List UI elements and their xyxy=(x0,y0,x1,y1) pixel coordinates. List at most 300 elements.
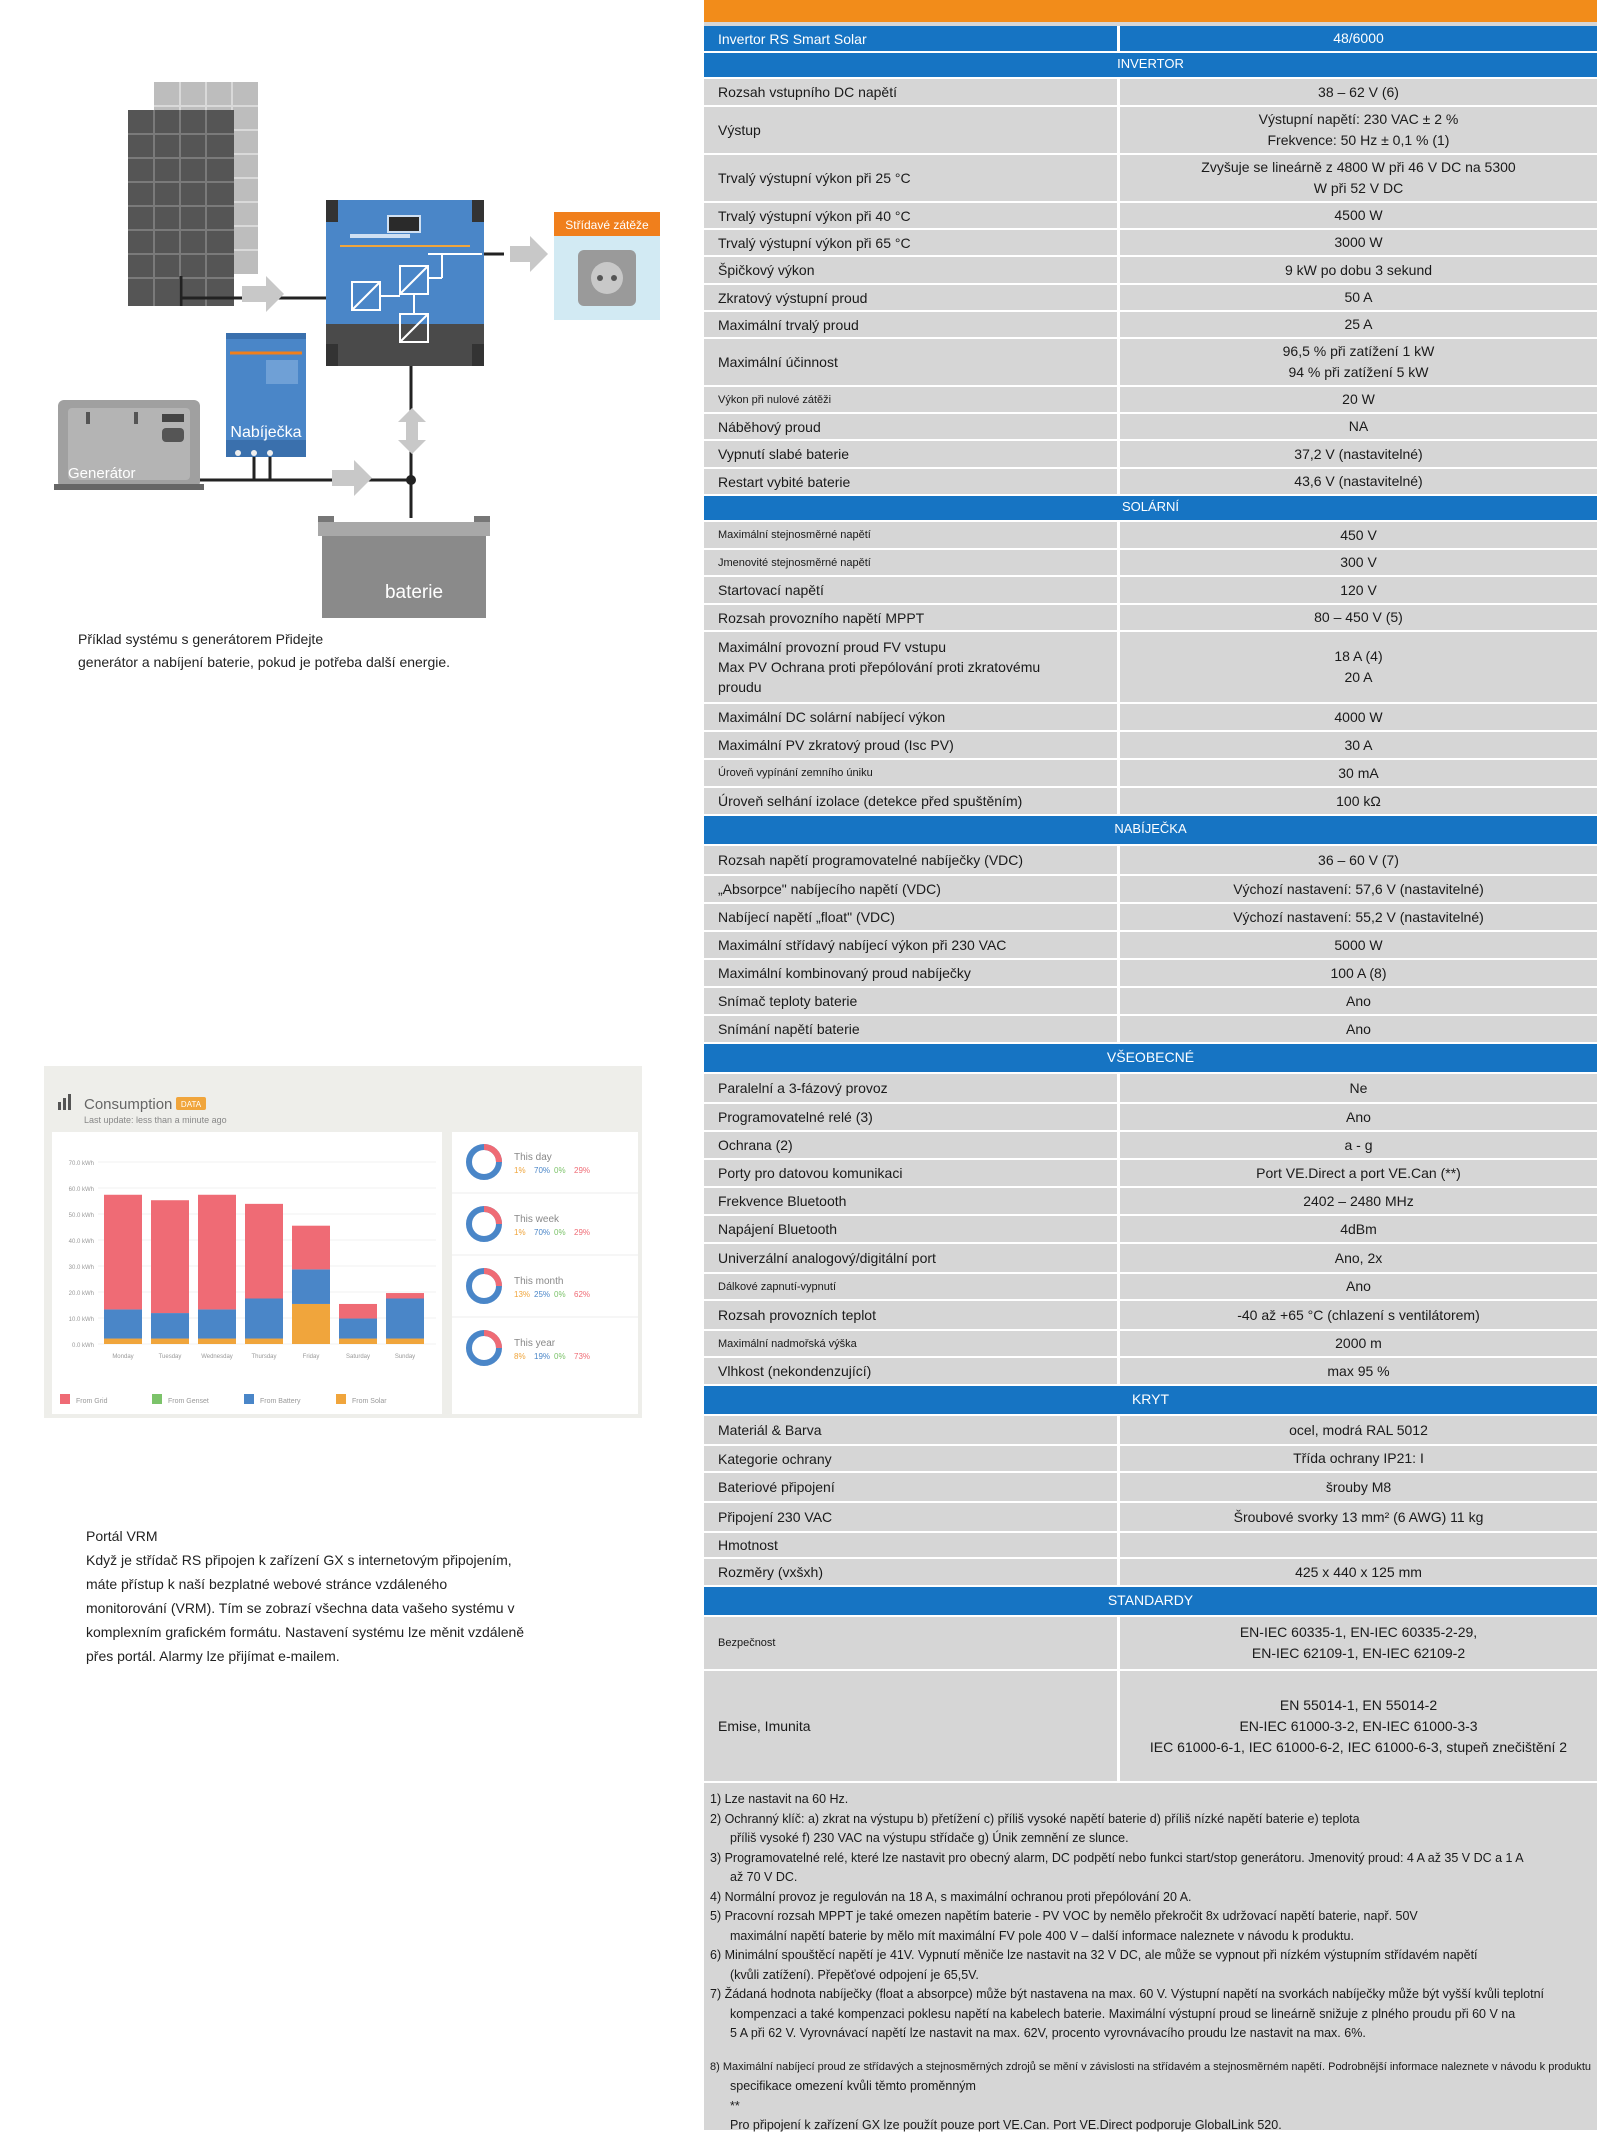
y-tick-label: 0.0 kWh xyxy=(71,1343,94,1349)
spec-value-line: 36 – 60 V (7) xyxy=(1318,851,1399,868)
spec-value xyxy=(1120,387,1597,412)
y-tick-label: 60.0 kWh xyxy=(68,1187,94,1193)
spec-value xyxy=(1120,1533,1597,1557)
spec-key: Napájení Bluetooth xyxy=(704,1216,1120,1242)
spec-key: Trvalý výstupní výkon při 40 °C xyxy=(704,203,1120,228)
spec-row xyxy=(704,1016,1597,1044)
spec-row xyxy=(704,904,1597,932)
spec-value xyxy=(1120,441,1597,467)
spec-key: Rozměry (vxšxh) xyxy=(704,1559,1120,1585)
consumption-bar xyxy=(198,1195,236,1310)
consumption-bar xyxy=(292,1226,330,1270)
spec-key: Snímač teploty baterie xyxy=(704,988,1120,1014)
spec-value-line: 20 A xyxy=(1344,669,1373,685)
vrm-caption-line: monitorování (VRM). Tím se zobrazí všechna data vašeho systému v xyxy=(86,1600,515,1616)
spec-key: Vlhkost (nekondenzující) xyxy=(704,1358,1120,1384)
period-value: 0% xyxy=(554,1352,566,1361)
consumption-bar xyxy=(104,1339,142,1344)
spec-row xyxy=(704,1216,1597,1244)
spec-row xyxy=(704,760,1597,788)
spec-key: Špičkový výkon xyxy=(704,257,1120,283)
section-header-enclosure: KRYT xyxy=(704,1386,1597,1416)
system-example-caption xyxy=(78,628,598,674)
footnote-line: 4) Normální provoz je regulován na 18 A, s maximální ochranou proti přepólování 20 A. xyxy=(710,1889,1192,1904)
spec-row xyxy=(704,605,1597,632)
top-accent-bar xyxy=(704,0,1597,22)
spec-value xyxy=(1120,846,1597,874)
consumption-bar xyxy=(339,1304,377,1319)
spec-row xyxy=(704,988,1597,1016)
spec-key: Porty pro datovou komunikaci xyxy=(704,1160,1120,1186)
spec-value-line: Ano xyxy=(1346,1278,1371,1294)
consumption-bar xyxy=(104,1309,142,1338)
footnote-line: 5 A při 62 V. Vyrovnávací napětí lze nastavit na max. 62V, procento vyrovnávacího proudu lze nastavit na max. 6%. xyxy=(730,2026,1366,2040)
spec-key: Nabíjecí napětí „float" (VDC) xyxy=(704,904,1120,930)
footnote-line: (kvůli zatížení). Přepěťové odpojení je 65,5V. xyxy=(730,1967,979,1982)
spec-row xyxy=(704,1074,1597,1104)
legend-label: From Grid xyxy=(76,1398,108,1405)
spec-value-line: IEC 61000-6-1, IEC 61000-6-2, IEC 61000-6-3, stupeň znečištění 2 xyxy=(1149,1738,1568,1755)
spec-value xyxy=(1120,203,1597,228)
spec-value xyxy=(1120,1358,1597,1384)
section-header-invertor: INVERTOR xyxy=(704,53,1597,79)
consumption-bar xyxy=(386,1293,424,1298)
spec-value xyxy=(1120,1559,1597,1585)
period-value: 73% xyxy=(574,1352,591,1361)
spec-value xyxy=(1120,1671,1597,1781)
x-tick-label: Thursday xyxy=(251,1354,277,1360)
spec-value-line: Výchozí nastavení: 55,2 V (nastavitelné) xyxy=(1233,908,1484,925)
spec-value xyxy=(1120,414,1597,439)
spec-value-line: 300 V xyxy=(1340,554,1377,570)
period-value: 62% xyxy=(574,1290,591,1299)
spec-value-line: Zvyšuje se lineárně z 4800 W při 46 V DC na 5300 xyxy=(1201,159,1516,175)
spec-row xyxy=(704,704,1597,732)
spec-row xyxy=(704,1244,1597,1274)
consumption-bar xyxy=(292,1269,330,1304)
spec-row xyxy=(704,1503,1597,1533)
system-diagram xyxy=(50,70,670,625)
spec-value-line: 18 A (4) xyxy=(1334,648,1383,664)
spec-value-line: 37,2 V (nastavitelné) xyxy=(1294,445,1423,462)
spec-value xyxy=(1120,1301,1597,1329)
spec-key: Univerzální analogový/digitální port xyxy=(704,1244,1120,1272)
spec-value xyxy=(1120,1473,1597,1501)
legend-swatch xyxy=(60,1394,70,1404)
consumption-bar xyxy=(245,1299,283,1339)
spec-value xyxy=(1120,1617,1597,1669)
spec-value-line: 80 – 450 V (5) xyxy=(1314,609,1403,625)
spec-key: Zkratový výstupní proud xyxy=(704,285,1120,310)
spec-row xyxy=(704,339,1597,387)
spec-value-line: 4000 W xyxy=(1334,708,1383,725)
spec-value-line: 20 W xyxy=(1342,391,1375,407)
x-tick-label: Wednesday xyxy=(201,1354,233,1360)
spec-key: Vypnutí slabé baterie xyxy=(704,441,1120,467)
spec-row xyxy=(704,469,1597,496)
footnote-line: 6) Minimální spouštěcí napětí je 41V. Vypnutí měniče lze nastavit na 32 V DC, ale může se vypnout při nízkém výstupním střídavém napětí xyxy=(710,1948,1478,1962)
spec-row xyxy=(704,1274,1597,1301)
consumption-bar xyxy=(151,1200,189,1313)
spec-value-line: NA xyxy=(1348,418,1369,434)
spec-row xyxy=(704,1331,1597,1358)
spec-key: Úroveň vypínání zemního úniku xyxy=(704,760,1120,786)
spec-key: Maximální trvalý proud xyxy=(704,312,1120,337)
spec-row xyxy=(704,1473,1597,1503)
spec-key: Maximální účinnost xyxy=(704,339,1120,385)
spec-value-line: šrouby M8 xyxy=(1325,1478,1392,1495)
spec-value xyxy=(1120,469,1597,494)
legend-swatch xyxy=(152,1394,162,1404)
consumption-bar xyxy=(292,1304,330,1344)
vrm-title: Consumption xyxy=(84,1096,173,1113)
spec-key-line: proudu xyxy=(718,679,762,695)
spec-value-line: Třída ochrany IP21: I xyxy=(1293,1450,1424,1466)
spec-row xyxy=(704,1188,1597,1216)
spec-value-line: EN-IEC 61000-3-2, EN-IEC 61000-3-3 xyxy=(1239,1717,1478,1734)
footnote-line: 5) Pracovní rozsah MPPT je také omezen napětím baterie - PV VOC by nemělo překročit 8x udržovací napětí baterie, např. 50V xyxy=(710,1909,1418,1923)
inverter-icon xyxy=(326,200,484,366)
product-title-row xyxy=(704,26,1597,53)
spec-value xyxy=(1120,988,1597,1014)
spec-value-line: EN 55014-1, EN 55014-2 xyxy=(1279,1696,1438,1713)
legend-label: From Battery xyxy=(260,1398,301,1405)
spec-value-line: Frekvence: 50 Hz ± 0,1 % (1) xyxy=(1267,132,1450,148)
footnote-line: příliš vysoké f) 230 VAC na výstupu střídače g) Únik zemnění ze slunce. xyxy=(730,1831,1129,1845)
spec-key: Maximální stejnosměrné napětí xyxy=(704,522,1120,548)
spec-value-line: EN-IEC 60335-1, EN-IEC 60335-2-29, xyxy=(1239,1624,1478,1640)
spec-key: Trvalý výstupní výkon při 25 °C xyxy=(704,155,1120,201)
period-value: 70% xyxy=(534,1228,551,1237)
spec-key: „Absorpce" nabíjecího napětí (VDC) xyxy=(704,876,1120,902)
generator-label: Generátor xyxy=(68,465,136,482)
spec-value-line: W při 52 V DC xyxy=(1313,180,1404,196)
spec-value xyxy=(1120,339,1597,385)
spec-row xyxy=(704,577,1597,605)
spec-row xyxy=(704,1104,1597,1132)
spec-row xyxy=(704,107,1597,155)
spec-value-line: Ano xyxy=(1346,992,1371,1009)
spec-value-line: 38 – 62 V (6) xyxy=(1318,83,1399,100)
vrm-consumption-widget xyxy=(44,1066,642,1418)
spec-key: Maximální PV zkratový proud (Isc PV) xyxy=(704,732,1120,758)
spec-value-line: 9 kW po dobu 3 sekund xyxy=(1284,261,1433,278)
spec-key: Bateriové připojení xyxy=(704,1473,1120,1501)
spec-key: Emise, Imunita xyxy=(704,1671,1120,1781)
vrm-caption-line: máte přístup k naší bezplatné webové stránce vzdáleného xyxy=(86,1576,448,1592)
spec-value-line: 2000 m xyxy=(1335,1335,1382,1351)
footnote-line: specifikace omezení kvůli těmto proměnným xyxy=(730,2079,976,2093)
spec-row xyxy=(704,846,1597,876)
spec-table xyxy=(704,26,1597,1783)
spec-value-line: 100 kΩ xyxy=(1336,792,1381,809)
spec-key: Snímání napětí baterie xyxy=(704,1016,1120,1042)
spec-value xyxy=(1120,155,1597,201)
spec-row xyxy=(704,1533,1597,1559)
spec-row xyxy=(704,285,1597,312)
spec-key: Úroveň selhání izolace (detekce před spuštěním) xyxy=(704,788,1120,814)
vrm-caption-line: Když je střídač RS připojen k zařízení GX s internetovým připojením, xyxy=(86,1552,512,1568)
spec-row xyxy=(704,1617,1597,1671)
spec-value-line: Šroubové svorky 13 mm² (6 AWG) 11 kg xyxy=(1233,1508,1484,1525)
spec-value-line: 5000 W xyxy=(1334,936,1383,953)
spec-value xyxy=(1120,550,1597,575)
footnote-line: maximální napětí baterie by mělo mít maximální FV pole 400 V – další informace naleznete v návodu k produktu. xyxy=(730,1928,1354,1943)
spec-key: Trvalý výstupní výkon při 65 °C xyxy=(704,230,1120,255)
consumption-bar xyxy=(386,1339,424,1344)
spec-value xyxy=(1120,904,1597,930)
spec-key: Jmenovité stejnosměrné napětí xyxy=(704,550,1120,575)
legend-label: From Genset xyxy=(168,1398,209,1405)
period-value: 13% xyxy=(514,1290,531,1299)
consumption-bar xyxy=(386,1299,424,1339)
spec-value-line: EN-IEC 62109-1, EN-IEC 62109-2 xyxy=(1251,1645,1466,1661)
ac-load-label: Střídavé zátěže xyxy=(565,218,649,232)
footnote-line: 7) Žádaná hodnota nabíječky (float a absorpce) může být nastavena na max. 60 V. Výstupní napětí na svorkách nabíječky může být vyšší kvůli teplotní xyxy=(710,1987,1545,2001)
spec-key: Ochrana (2) xyxy=(704,1132,1120,1158)
vrm-caption-line: přes portál. Alarmy lze přijímat e-mailem. xyxy=(86,1648,340,1664)
spec-row xyxy=(704,788,1597,816)
spec-key: Náběhový proud xyxy=(704,414,1120,439)
spec-key: Kategorie ochrany xyxy=(704,1446,1120,1471)
spec-row xyxy=(704,203,1597,230)
spec-value xyxy=(1120,704,1597,730)
footnote-line: 8) Maximální nabíjecí proud ze střídavých a stejnosměrných zdrojů se mění v závislosti na střídavém a stejnosměrném napětí. Podrobnější informace naleznete v návodu k produktu xyxy=(710,2060,1592,2073)
spec-value-line: max 95 % xyxy=(1327,1362,1390,1379)
spec-key: Připojení 230 VAC xyxy=(704,1503,1120,1531)
vrm-caption-title: Portál VRM xyxy=(86,1528,158,1544)
consumption-bar xyxy=(245,1204,283,1299)
spec-value-line: 4500 W xyxy=(1334,207,1383,223)
period-label: This year xyxy=(514,1338,556,1349)
spec-key: Rozsah provozního napětí MPPT xyxy=(704,605,1120,630)
period-value: 19% xyxy=(534,1352,551,1361)
spec-row xyxy=(704,79,1597,107)
spec-key-line: Max PV Ochrana proti přepólování proti zkratovému xyxy=(718,659,1041,675)
spec-sheet xyxy=(704,0,1597,2130)
x-tick-label: Friday xyxy=(302,1354,320,1360)
y-tick-label: 70.0 kWh xyxy=(68,1161,94,1167)
spec-key: Hmotnost xyxy=(704,1533,1120,1557)
product-name: Invertor RS Smart Solar xyxy=(704,26,1120,51)
consumption-bar xyxy=(151,1313,189,1338)
period-value: 0% xyxy=(554,1228,566,1237)
spec-value-line: Ano xyxy=(1346,1108,1371,1125)
spec-value-line: Ano, 2x xyxy=(1334,1249,1383,1266)
spec-key: Maximální střídavý nabíjecí výkon při 230 VAC xyxy=(704,932,1120,958)
period-value: 0% xyxy=(554,1290,566,1299)
footnote-line: ** xyxy=(730,2098,740,2113)
legend-label: From Solar xyxy=(352,1398,387,1405)
vrm-portal-screenshot xyxy=(44,1066,642,1418)
spec-row xyxy=(704,732,1597,760)
caption-line: generátor a nabíjení baterie, pokud je potřeba další energie. xyxy=(78,654,451,670)
footnote-line: Pro připojení k zařízení GX lze použít pouze port VE.Can. Port VE.Direct podporuje GlobalLink 520. xyxy=(730,2118,1282,2132)
footnote-line: kompenzaci a také kompenzaci poklesu napětí na kabelech baterie. Maximální výstupní proud se lineárně snižuje z plného proudu při 60 V na xyxy=(730,2006,1516,2021)
spec-value-line: 25 A xyxy=(1344,316,1373,332)
spec-value xyxy=(1120,788,1597,814)
spec-value-line: 96,5 % při zatížení 1 kW xyxy=(1282,343,1435,359)
spec-row xyxy=(704,1559,1597,1587)
period-value: 29% xyxy=(574,1228,591,1237)
footnote-line: 1) Lze nastavit na 60 Hz. xyxy=(710,1792,849,1806)
socket-icon xyxy=(578,250,636,306)
spec-key: Maximální kombinovaný proud nabíječky xyxy=(704,960,1120,986)
spec-row xyxy=(704,230,1597,257)
vrm-caption-line: komplexním grafickém formátu. Nastavení systému lze měnit vzdáleně xyxy=(86,1624,525,1640)
spec-value-line: -40 až +65 °C (chlazení s ventilátorem) xyxy=(1237,1306,1480,1323)
period-value: 29% xyxy=(574,1166,591,1175)
vrm-caption xyxy=(86,1524,606,1668)
spec-key-line: Maximální provozní proud FV vstupu xyxy=(718,639,946,655)
bar-chart-icon xyxy=(58,1094,71,1110)
legend-swatch xyxy=(336,1394,346,1404)
spec-value xyxy=(1120,960,1597,986)
spec-value xyxy=(1120,79,1597,105)
spec-key: Dálkové zapnutí-vypnutí xyxy=(704,1274,1120,1299)
spec-value xyxy=(1120,577,1597,603)
spec-key: Paralelní a 3-fázový provoz xyxy=(704,1074,1120,1102)
spec-value-line: 100 A (8) xyxy=(1330,964,1387,981)
period-value: 25% xyxy=(534,1290,551,1299)
caption-line: Příklad systému s generátorem Přidejte xyxy=(78,631,324,647)
spec-row xyxy=(704,1301,1597,1331)
consumption-bar xyxy=(339,1339,377,1344)
period-value: 70% xyxy=(534,1166,551,1175)
consumption-bar xyxy=(104,1195,142,1310)
spec-row xyxy=(704,1416,1597,1446)
spec-value xyxy=(1120,1244,1597,1272)
footnote-line: až 70 V DC. xyxy=(730,1870,798,1884)
section-header-standards: STANDARDY xyxy=(704,1587,1597,1617)
footnote-line: 2) Ochranný klíč: a) zkrat na výstupu b) přetížení c) příliš vysoké napětí baterie d) příliš nízké napětí baterie e) teplota xyxy=(710,1811,1360,1826)
spec-row xyxy=(704,1160,1597,1188)
spec-key: Výkon při nulové zátěži xyxy=(704,387,1120,412)
spec-value xyxy=(1120,1503,1597,1531)
solar-panel-icon xyxy=(128,82,258,306)
spec-row xyxy=(704,312,1597,339)
spec-key: Startovací napětí xyxy=(704,577,1120,603)
spec-value xyxy=(1120,1104,1597,1130)
spec-key: Rozsah provozních teplot xyxy=(704,1301,1120,1329)
spec-value xyxy=(1120,230,1597,255)
spec-value xyxy=(1120,876,1597,902)
spec-value xyxy=(1120,760,1597,786)
spec-key: Výstup xyxy=(704,107,1120,153)
spec-key xyxy=(704,632,1120,702)
spec-key: Frekvence Bluetooth xyxy=(704,1188,1120,1214)
period-value: 8% xyxy=(514,1352,526,1361)
spec-value-line: Port VE.Direct a port VE.Can (**) xyxy=(1256,1164,1461,1181)
spec-value-line: 43,6 V (nastavitelné) xyxy=(1294,473,1423,489)
period-value: 1% xyxy=(514,1228,526,1237)
period-label: This day xyxy=(514,1152,552,1163)
spec-value-line: 4dBm xyxy=(1340,1220,1377,1237)
battery-label: baterie xyxy=(384,582,444,603)
spec-value xyxy=(1120,312,1597,337)
spec-value-line: 2402 – 2480 MHz xyxy=(1303,1192,1414,1209)
consumption-bar xyxy=(151,1339,189,1344)
spec-row xyxy=(704,876,1597,904)
vrm-subtitle: Last update: less than a minute ago xyxy=(84,1115,227,1125)
spec-row xyxy=(704,960,1597,988)
spec-value-line: a - g xyxy=(1344,1136,1373,1153)
spec-row xyxy=(704,1132,1597,1160)
spec-key: Bezpečnost xyxy=(704,1617,1120,1669)
spec-key: Rozsah vstupního DC napětí xyxy=(704,79,1120,105)
spec-value xyxy=(1120,1016,1597,1042)
period-value: 1% xyxy=(514,1166,526,1175)
spec-row xyxy=(704,155,1597,203)
y-tick-label: 20.0 kWh xyxy=(68,1291,94,1297)
period-value: 0% xyxy=(554,1166,566,1175)
spec-value xyxy=(1120,732,1597,758)
spec-value xyxy=(1120,1132,1597,1158)
spec-key: Materiál & Barva xyxy=(704,1416,1120,1444)
spec-value-line: Výstupní napětí: 230 VAC ± 2 % xyxy=(1258,111,1459,127)
spec-value-line: 94 % při zatížení 5 kW xyxy=(1288,364,1429,380)
spec-value-line: 425 x 440 x 125 mm xyxy=(1295,1563,1422,1580)
spec-value-line: Ano xyxy=(1346,1020,1371,1037)
spec-value xyxy=(1120,1160,1597,1186)
spec-value xyxy=(1120,257,1597,283)
legend-swatch xyxy=(244,1394,254,1404)
spec-value xyxy=(1120,1274,1597,1299)
spec-value-line: 3000 W xyxy=(1334,234,1383,250)
spec-value xyxy=(1120,107,1597,153)
spec-value xyxy=(1120,1416,1597,1444)
spec-value xyxy=(1120,605,1597,630)
section-header-general: VŠEOBECNÉ xyxy=(704,1044,1597,1074)
charger-label: Nabíječka xyxy=(230,424,302,441)
spec-value xyxy=(1120,285,1597,310)
spec-value xyxy=(1120,1074,1597,1102)
spec-row xyxy=(704,1358,1597,1386)
x-tick-label: Sunday xyxy=(394,1354,416,1360)
period-label: This month xyxy=(514,1276,564,1287)
consumption-bar xyxy=(245,1339,283,1344)
spec-value-line: 450 V xyxy=(1340,526,1377,543)
spec-value-line: 120 V xyxy=(1340,581,1377,598)
spec-row xyxy=(704,932,1597,960)
x-tick-label: Tuesday xyxy=(158,1354,182,1360)
vrm-badge: DATA xyxy=(180,1100,202,1109)
spec-value xyxy=(1120,522,1597,548)
y-tick-label: 30.0 kWh xyxy=(68,1265,94,1271)
spec-row xyxy=(704,441,1597,469)
spec-row xyxy=(704,522,1597,550)
spec-value xyxy=(1120,1331,1597,1356)
spec-key: Restart vybité baterie xyxy=(704,469,1120,494)
consumption-bar xyxy=(198,1309,236,1338)
period-label: This week xyxy=(514,1214,560,1225)
spec-value-line: 50 A xyxy=(1344,289,1373,305)
spec-row xyxy=(704,414,1597,441)
spec-value-line: Výchozí nastavení: 57,6 V (nastavitelné) xyxy=(1233,880,1484,897)
spec-value xyxy=(1120,632,1597,702)
section-header-charger: NABÍJEČKA xyxy=(704,816,1597,846)
spec-row xyxy=(704,632,1597,704)
spec-row xyxy=(704,1446,1597,1473)
spec-value-line: Ne xyxy=(1349,1079,1368,1096)
spec-key: Maximální nadmořská výška xyxy=(704,1331,1120,1356)
x-tick-label: Saturday xyxy=(345,1354,371,1360)
consumption-bar xyxy=(339,1319,377,1339)
y-tick-label: 10.0 kWh xyxy=(68,1317,94,1323)
spec-row xyxy=(704,387,1597,414)
footnote-line: 3) Programovatelné relé, které lze nastavit pro obecný alarm, DC podpětí nebo funkci start/stop generátoru. Jmenovitý proud: 4 A až 35 V DC a 1 A xyxy=(710,1850,1524,1865)
spec-value-line: 30 A xyxy=(1344,736,1373,753)
